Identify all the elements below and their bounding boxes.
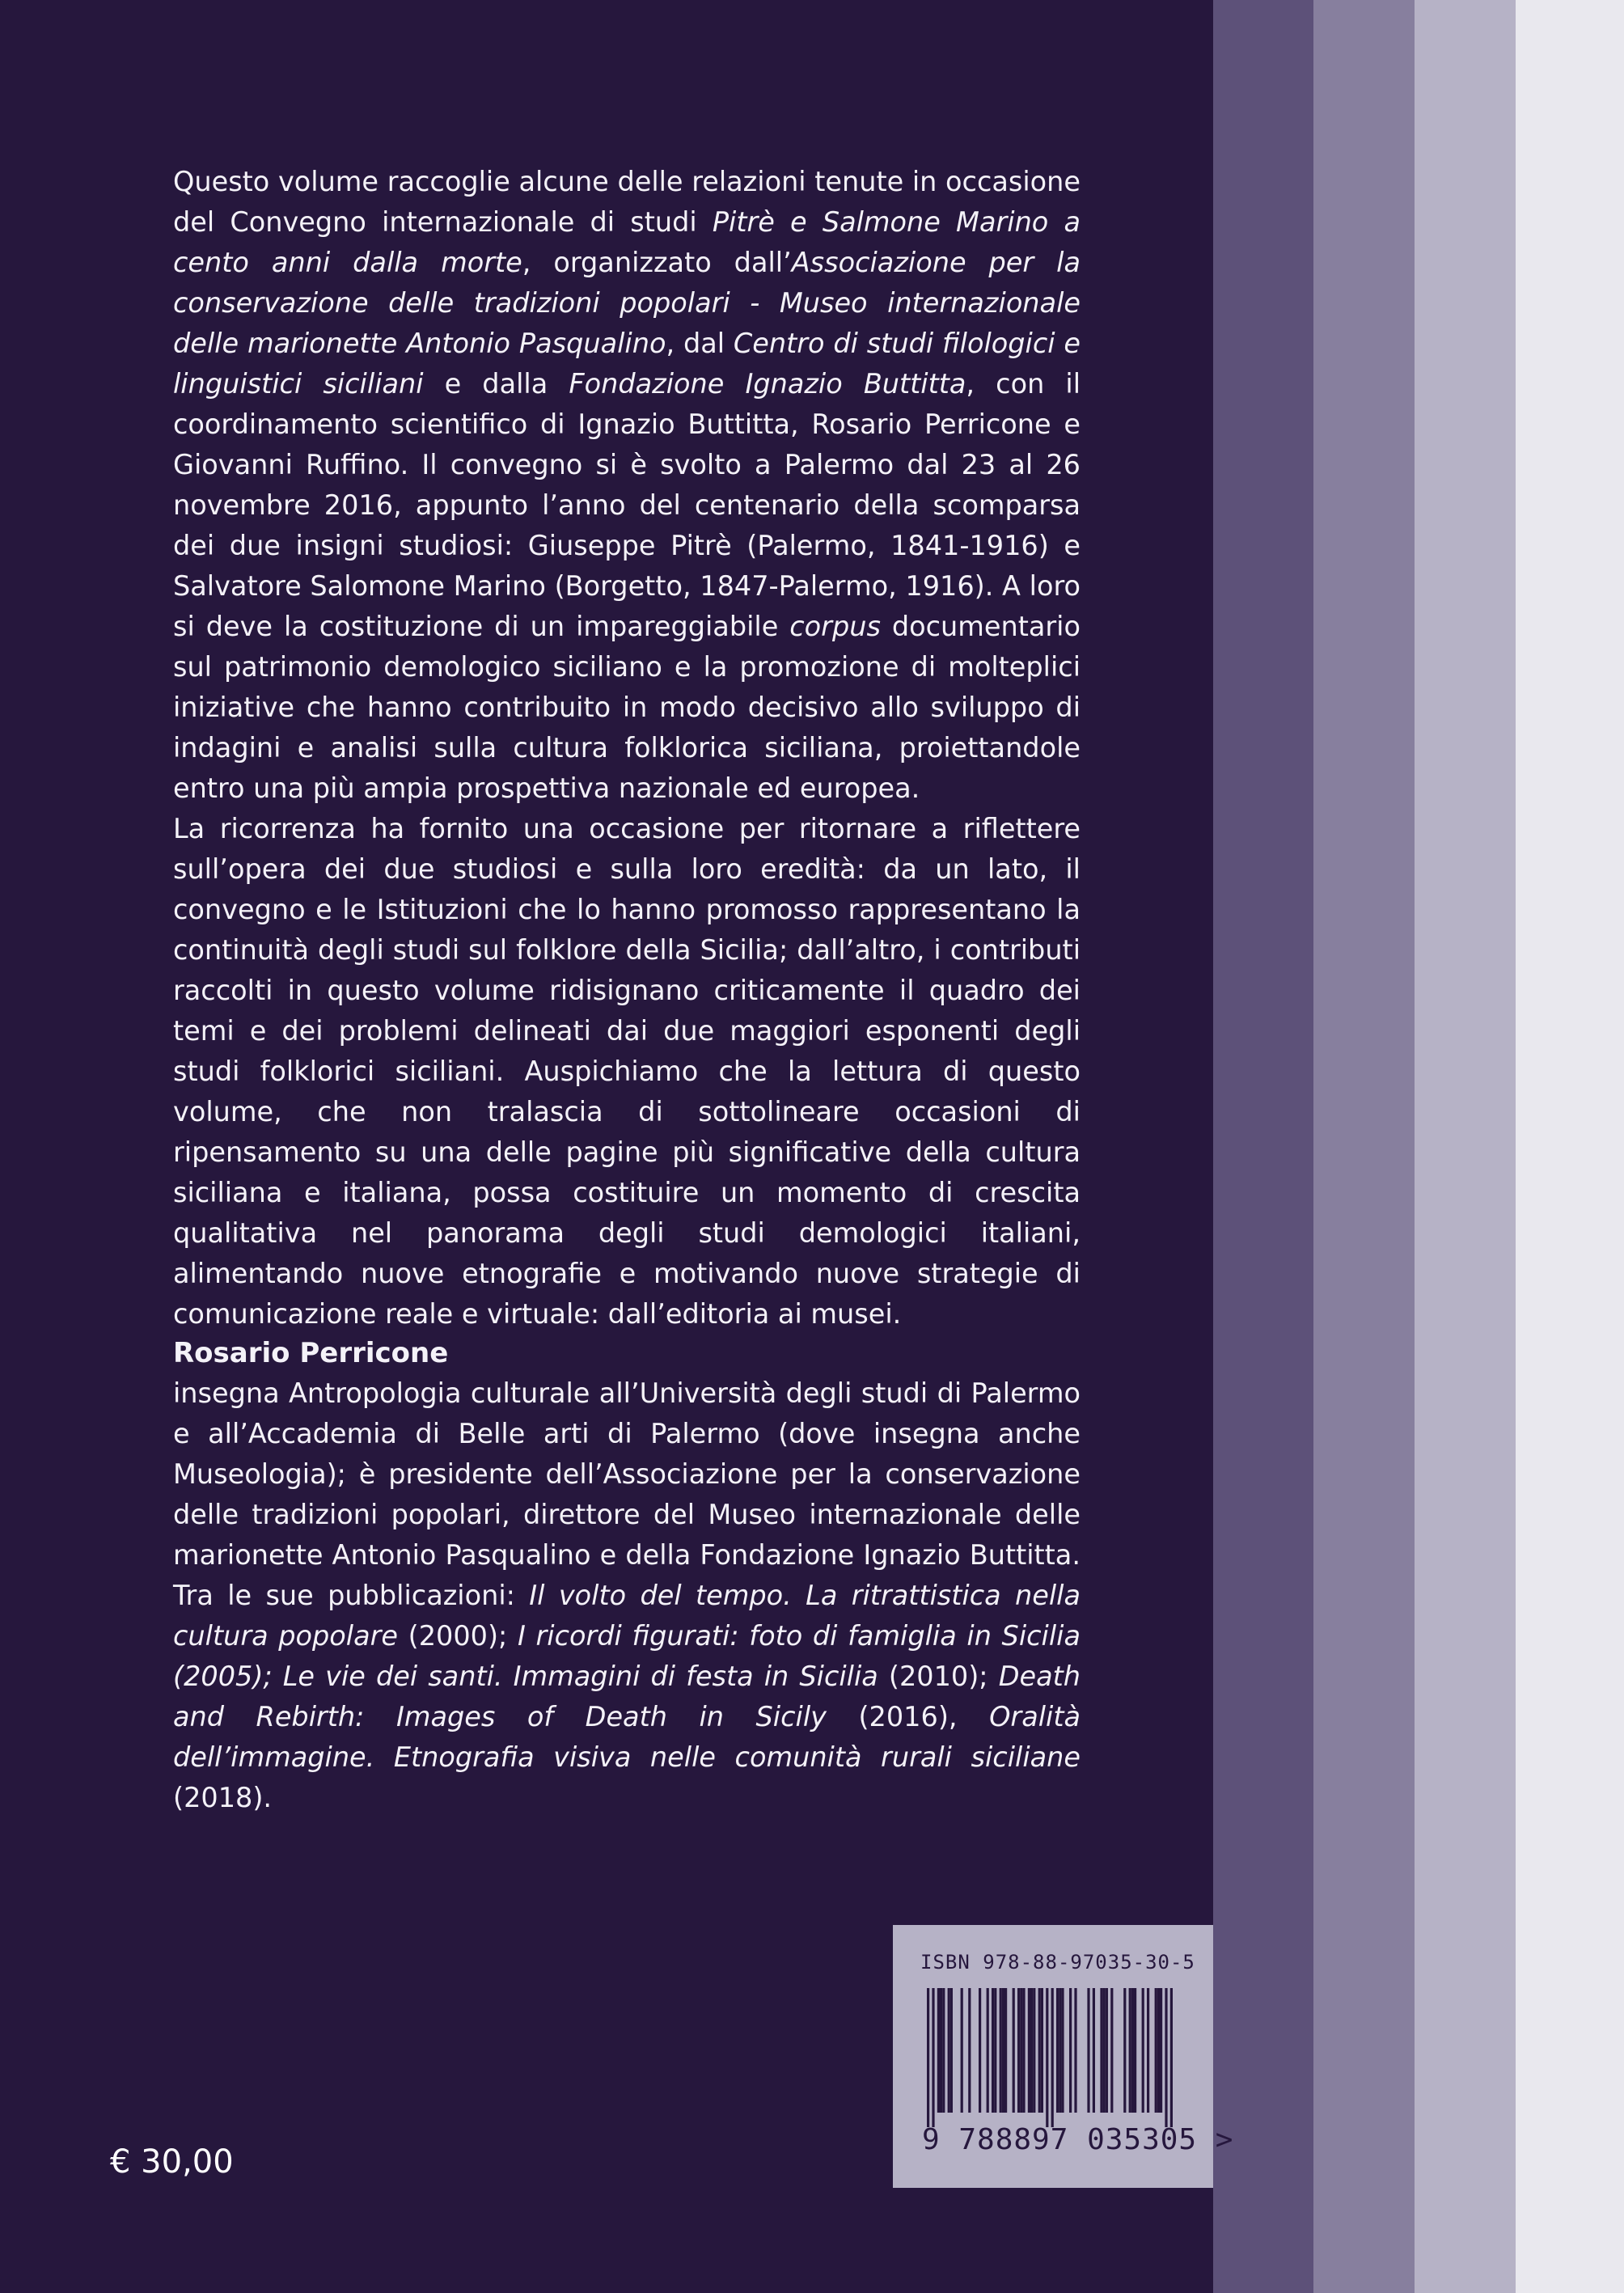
barcode-bar (1160, 1988, 1162, 2113)
barcode-bar (948, 1988, 950, 2113)
barcode-bar (1129, 1988, 1131, 2113)
barcode-bar (927, 1988, 929, 2127)
barcode-bar (968, 1988, 971, 2113)
decorative-stripe-1 (1213, 0, 1313, 2293)
price-label: € 30,00 (110, 2143, 234, 2181)
barcode-bar (1020, 1988, 1022, 2113)
barcode-bar (1000, 1988, 1002, 2113)
barcode-bar (1165, 1988, 1167, 2127)
barcode-bar (1013, 1988, 1015, 2113)
barcode-bar (942, 1988, 945, 2113)
barcode-bar (937, 1988, 940, 2113)
barcode-bar (1022, 1988, 1025, 2113)
author-bio-text: insegna Antropologia culturale all’Università degli studi di Palermo e all’Accademia di Belle arti di Palermo (dove insegna anche Museologia); è presidente dell’Associazione per la conservazione delle tradizioni popolari, direttore del Museo internazionale delle marionette Antonio Pasqualino e della Fondazione Ignazio Buttitta. Tra le sue pubblicazioni: Il volto del tempo. La ritrattistica nella cultura popolare (2000); I ricordi figurati: foto di famiglia in Sicilia (2005); Le vie dei santi. Immagini di festa in Sicilia (2010); Death and Rebirth: Images of Death in Sicily (2016), Oralità dell’immagine. Etnografia visiva nelle comunità rurali siciliane (2018). (173, 1377, 1081, 1813)
barcode-bar (992, 1988, 994, 2113)
barcode-bar (994, 1988, 996, 2113)
barcode-bar (1123, 1988, 1126, 2113)
barcode-bar (1157, 1988, 1160, 2113)
barcode-bar (950, 1988, 953, 2113)
ean-digits: 9 788897 035305 > (922, 2123, 1234, 2156)
barcode-bar (1106, 1988, 1108, 2113)
barcode-bar (940, 1988, 942, 2113)
intro-paragraph-1: Questo volume raccoglie alcune delle relazioni tenute in occasione del Convegno internazionale di studi Pitrè e Salmone Marino a cento anni dalla morte, organizzato dall’Associazione per la conservazione delle tradizioni popolari - Museo internazionale delle marionette Antonio Pasqualino, dal Centro di studi filologici e linguistici siciliani e dalla Fondazione Ignazio Buttitta, con il coordinamento scientifico di Ignazio Buttitta, Rosario Perricone e Giovanni Ruffino. Il convegno si è svolto a Palermo dal 23 al 26 novembre 2016, appunto l’anno del centenario della scomparsa dei due insigni studiosi: Giuseppe Pitrè (Palermo, 1841-1916) e Salvatore Salomone Marino (Borgetto, 1847-Palermo, 1916). A loro si deve la costituzione di un impareggiabile corpus documentario sul patrimonio demologico siciliano e la promozione di molteplici iniziative che hanno contribuito in modo decisivo allo sviluppo di indagini e analisi sulla cultura folklorica siciliana, proiettandole entro una più ampia prospettiva nazionale ed europea. (173, 166, 1081, 804)
barcode-bar (1100, 1988, 1102, 2113)
barcode-bar (1041, 1988, 1043, 2113)
isbn-label: ISBN 978-88-97035-30-5 (920, 1951, 1195, 1974)
barcode-bar (987, 1988, 989, 2113)
decorative-stripe-4 (1516, 0, 1624, 2293)
decorative-stripe-2 (1313, 0, 1415, 2293)
barcode-bar (1134, 1988, 1136, 2113)
decorative-stripe-3 (1415, 0, 1516, 2293)
barcode-bar (1147, 1988, 1149, 2113)
barcode-bar (1002, 1988, 1004, 2113)
barcode-bar (1103, 1988, 1106, 2113)
barcode-bar (1051, 1988, 1054, 2127)
barcode-icon (927, 1988, 1178, 2127)
barcode-bar (1017, 1988, 1020, 2113)
barcode-bar (1038, 1988, 1041, 2113)
intro-text (173, 162, 1081, 1335)
intro-paragraph-2: La ricorrenza ha fornito una occasione per ritornare a riflettere sull’opera dei due studiosi e sulla loro eredità: da un lato, il convegno e le Istituzioni che lo hanno promosso rappresentano la continuità degli studi sul folklore della Sicilia; dall’altro, i contributi raccolti in questo volume ridisignano criticamente il quadro dei temi e dei problemi delineati dai due maggiori esponenti degli studi folklorici siciliani. Auspichiamo che la lettura di questo volume, che non tralascia di sottolineare occasioni di ripensamento su una delle pagine più significative della cultura siciliana e italiana, possa costituire un momento di crescita qualitativa nel panorama degli studi demologici italiani, alimentando nuove etnografie e motivando nuove strategie di comunicazione reale e virtuale: dall’editoria ai musei. (173, 813, 1081, 1330)
barcode-bar (1004, 1988, 1007, 2113)
barcode-bar (1046, 1988, 1048, 2127)
author-bio (173, 1333, 1081, 1818)
barcode-bar (1155, 1988, 1157, 2113)
barcode-bar (1074, 1988, 1076, 2113)
barcode-bar (1059, 1988, 1061, 2113)
barcode-bar (1069, 1988, 1072, 2113)
barcode-bar (961, 1988, 963, 2113)
barcode-bar (1030, 1988, 1033, 2113)
barcode-bar (1131, 1988, 1134, 2113)
barcode-bar (1028, 1988, 1030, 2113)
barcode-bar (1170, 1988, 1173, 2127)
barcode-bar (932, 1988, 934, 2127)
barcode-bar (979, 1988, 981, 2113)
barcode-bar (1110, 1988, 1113, 2113)
barcode-bar (1142, 1988, 1144, 2113)
author-name: Rosario Perricone (173, 1337, 449, 1369)
barcode-bar (1087, 1988, 1089, 2113)
barcode-bar (1093, 1988, 1095, 2113)
barcode-bar (1061, 1988, 1064, 2113)
barcode-bar (1033, 1988, 1035, 2113)
isbn-barcode-box (893, 1925, 1234, 2188)
barcode-bar (1056, 1988, 1059, 2113)
